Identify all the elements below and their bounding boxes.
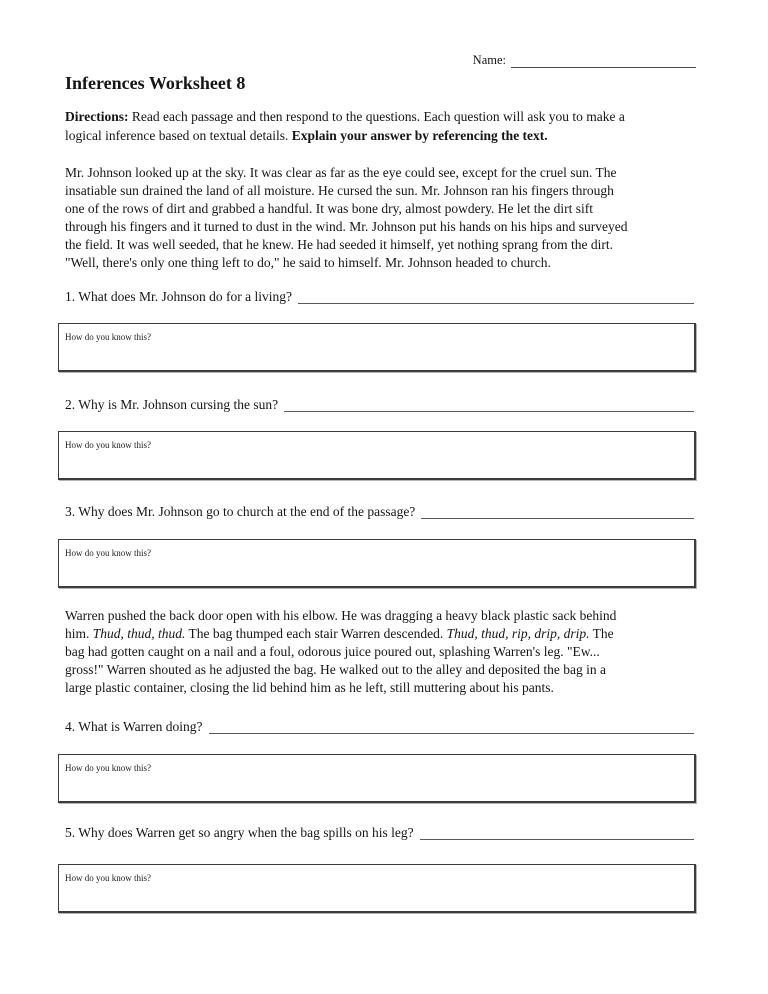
- answer-box-prompt: How do you know this?: [65, 440, 151, 450]
- question-3: [65, 503, 692, 521]
- passage-text: The bag thumped each stair Warren descended.: [185, 626, 447, 641]
- directions: [65, 107, 692, 145]
- directions-text: logical inference based on textual details.: [65, 128, 292, 143]
- question-5: [65, 824, 692, 842]
- question-4-answer-blank[interactable]: [209, 733, 694, 734]
- question-2-answer-blank[interactable]: [284, 411, 694, 412]
- passage-line: [65, 607, 692, 625]
- question-2-answer-box[interactable]: [58, 431, 696, 480]
- directions-line: [65, 107, 692, 126]
- passage-text: him.: [65, 626, 93, 641]
- passage-line: the field. It was well seeded, that he knew. He had seeded it himself, yet nothing sprang from the dirt.: [65, 237, 613, 252]
- question-4: [65, 718, 692, 736]
- question-3-answer-box[interactable]: [58, 539, 696, 588]
- name-label: Name:: [472, 53, 506, 67]
- passage-line: [65, 679, 692, 697]
- question-2: [65, 396, 692, 414]
- question-5-label: 5. Why does Warren get so angry when the bag spills on his leg?: [65, 825, 414, 840]
- directions-text: Read each passage and then respond to the questions. Each question will ask you to make a: [128, 109, 625, 124]
- question-4-label: 4. What is Warren doing?: [65, 719, 203, 734]
- passage-line: [65, 661, 692, 679]
- question-1: [65, 288, 692, 306]
- passage-line: one of the rows of dirt and grabbed a handful. It was bone dry, almost powdery. He let the dirt sift: [65, 201, 593, 216]
- question-1-label: 1. What does Mr. Johnson do for a living?: [65, 289, 292, 304]
- passage-sound-effect: Thud, thud, rip, drip, drip.: [446, 626, 590, 641]
- passage-line: insatiable sun drained the land of all moisture. He cursed the sun. Mr. Johnson ran his fingers through: [65, 183, 614, 198]
- passage-line: "Well, there's only one thing left to do," he said to himself. Mr. Johnson headed to church.: [65, 255, 551, 270]
- answer-box-prompt: How do you know this?: [65, 873, 151, 883]
- directions-line: [65, 126, 692, 145]
- page-title: Inferences Worksheet 8: [65, 73, 246, 93]
- question-2-label: 2. Why is Mr. Johnson cursing the sun?: [65, 397, 279, 412]
- passage-text: bag had gotten caught on a nail and a foul, odorous juice poured out, splashing Warren's leg. "Ew...: [65, 644, 600, 659]
- passage-1: [65, 164, 692, 272]
- passage-sound-effect: Thud, thud, thud.: [92, 626, 186, 641]
- question-5-answer-box[interactable]: [58, 864, 696, 913]
- passage-2: [65, 607, 692, 697]
- answer-box-prompt: How do you know this?: [65, 548, 151, 558]
- question-3-answer-blank[interactable]: [421, 518, 694, 519]
- passage-text: The: [589, 626, 614, 641]
- passage-text: large plastic container, closing the lid behind him as he left, still muttering about his pants.: [65, 680, 554, 695]
- directions-label: Directions:: [65, 109, 129, 124]
- passage-line: [65, 625, 692, 643]
- passage-line: [65, 643, 692, 661]
- name-blank-line[interactable]: [511, 54, 696, 68]
- answer-box-prompt: How do you know this?: [65, 763, 151, 773]
- answer-box-prompt: How do you know this?: [65, 332, 151, 342]
- passage-text: gross!" Warren shouted as he adjusted the bag. He walked out to the alley and deposited the bag in a: [65, 662, 607, 677]
- question-1-answer-blank[interactable]: [298, 303, 694, 304]
- question-3-label: 3. Why does Mr. Johnson go to church at the end of the passage?: [65, 504, 416, 519]
- passage-text: Warren pushed the back door open with his elbow. He was dragging a heavy black plastic sack behind: [65, 608, 617, 623]
- directions-emphasis: Explain your answer by referencing the text.: [291, 128, 548, 143]
- question-1-answer-box[interactable]: [58, 323, 696, 372]
- passage-line: through his fingers and it turned to dust in the wind. Mr. Johnson put his hands on his hips and surveyed: [65, 219, 628, 234]
- question-5-answer-blank[interactable]: [420, 839, 694, 840]
- passage-line: Mr. Johnson looked up at the sky. It was clear as far as the eye could see, except for the cruel sun. The: [65, 165, 617, 180]
- question-4-answer-box[interactable]: [58, 754, 696, 803]
- name-row: [65, 50, 696, 68]
